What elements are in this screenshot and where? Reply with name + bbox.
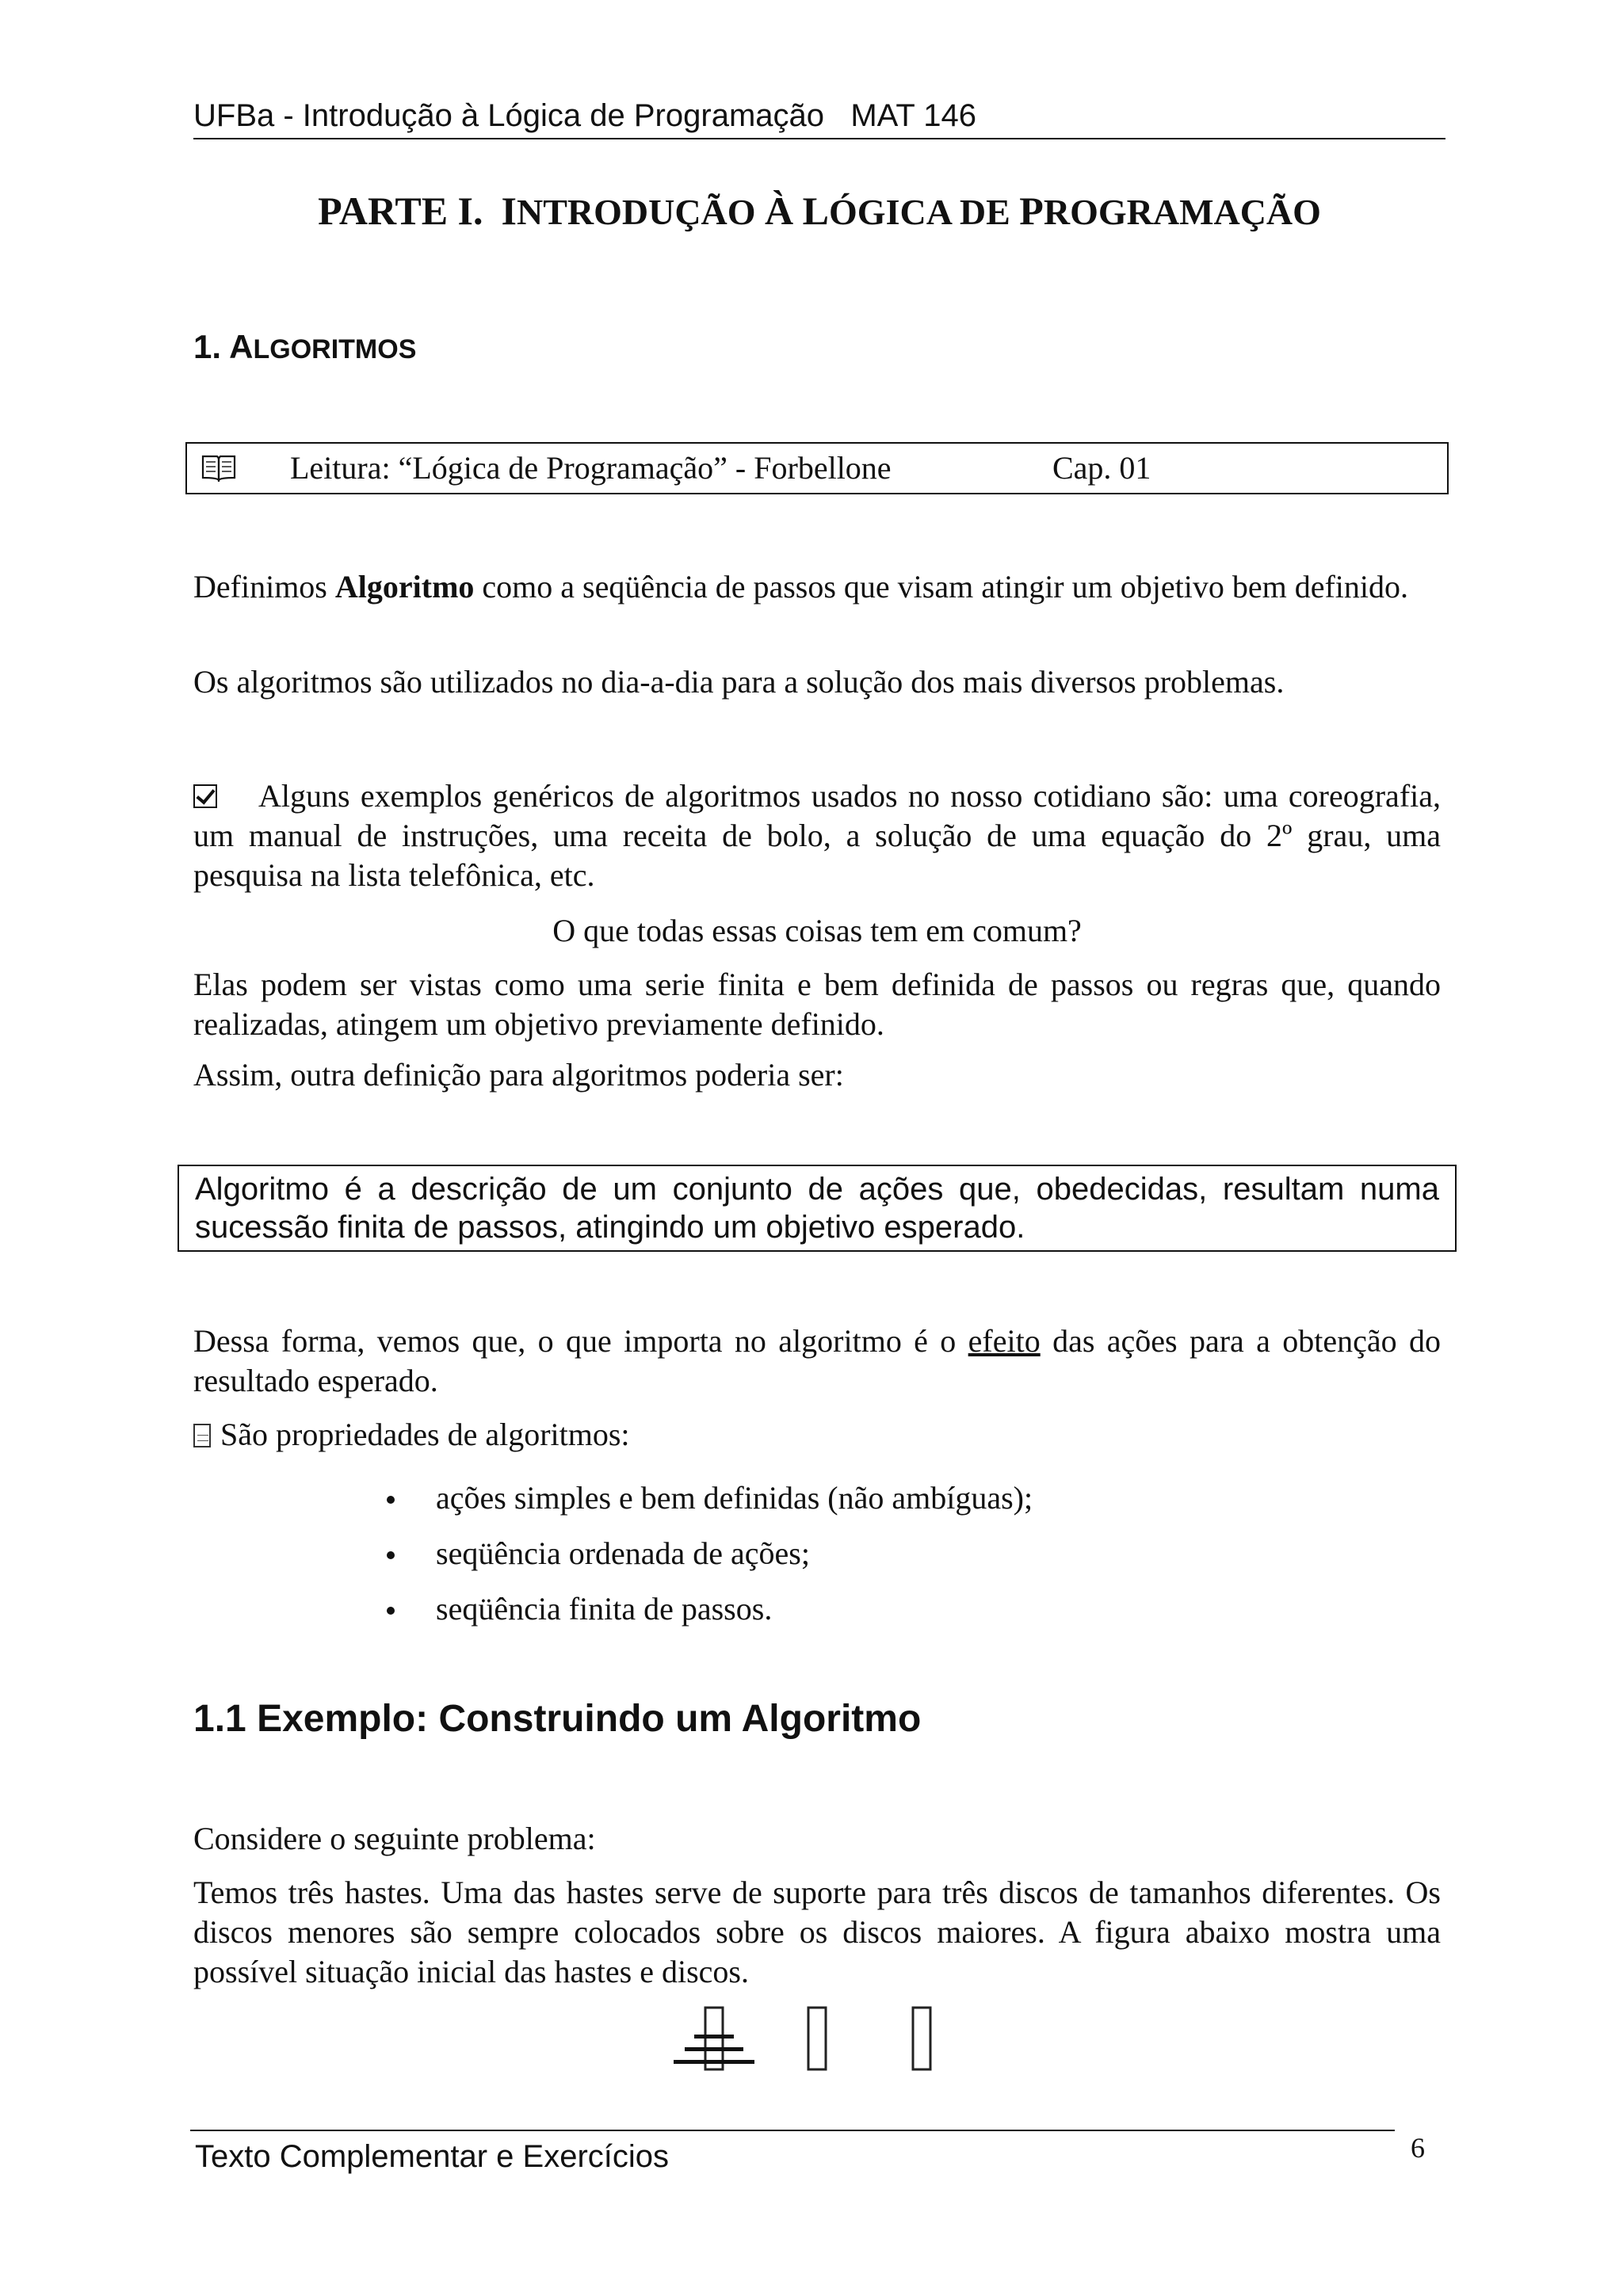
examples-paragraph-2: Elas podem ser vistas como uma serie finita e bem definida de passos ou regras que, quando realizadas, atingem um objetivo previamente definido. — [193, 967, 1441, 1042]
document-icon — [193, 1424, 211, 1447]
subsection-title: 1.1 Exemplo: Construindo um Algoritmo — [193, 1698, 922, 1740]
list-item: seqüência finita de passos. — [380, 1581, 1033, 1637]
disk-small — [694, 2035, 734, 2039]
example-paragraph-2: Temos três hastes. Uma das hastes serve de suporte para três discos de tamanhos diferentes. Os discos menores são sempre colocados sobre os discos maiores. A figura abaixo mostra uma possível situação inicial das hastes e discos. — [193, 1875, 1441, 1989]
example-paragraph-1: Considere o seguinte problema: — [193, 1821, 596, 1856]
term-efeito: efeito — [968, 1323, 1041, 1359]
rod-2 — [808, 2008, 826, 2069]
intro-paragraph-2: Os algoritmos são utilizados no dia-a-dia para a solução dos mais diversos problemas. — [193, 664, 1285, 700]
effect-paragraph: Dessa forma, vemos que, o que importa no algoritmo é o efeito das ações para a obtenção do resultado esperado. — [193, 1323, 1441, 1398]
section-title-rest: LGORITMOS — [253, 334, 417, 364]
reading-text: Leitura: “Lógica de Programação” - Forbellone — [290, 450, 892, 486]
footer-divider — [190, 2130, 1395, 2131]
page-number: 6 — [1411, 2132, 1425, 2164]
list-item: seqüência ordenada de ações; — [380, 1526, 1033, 1581]
page-header — [193, 93, 1445, 139]
examples-question: O que todas essas coisas tem em comum? — [552, 913, 1082, 948]
disk-large — [674, 2060, 754, 2064]
part-title-word-4: DE — [959, 192, 1010, 232]
list-item: ações simples e bem definidas (não ambíguas); — [380, 1470, 1033, 1526]
examples-paragraph: Alguns exemplos genéricos de algoritmos usados no nosso cotidiano são: uma coreografia, um manual de instruções, uma receita de bolo, a solução de uma equação do 2º grau, uma pesquisa na lista telefônica, etc. — [193, 778, 1441, 893]
definition-box: Algoritmo é a descrição de um conjunto de ações que, obedecidas, resultam numa sucessão finita de passos, atingindo um objetivo esperado. — [178, 1165, 1457, 1252]
header-course-code: MAT 146 — [850, 98, 976, 133]
intro-paragraph-1: Definimos Algoritmo como a seqüência de passos que visam atingir um objetivo bem definido. — [193, 569, 1409, 605]
hanoi-figure — [666, 2004, 951, 2073]
checkbox-checked-icon — [193, 784, 217, 808]
rod-3 — [913, 2008, 930, 2069]
part-title-word-2: À — [765, 189, 794, 233]
footer-text: Texto Complementar e Exercícios — [195, 2139, 670, 2174]
reading-chapter: Cap. 01 — [1052, 450, 1151, 486]
open-book-icon — [201, 453, 236, 482]
part-title — [193, 187, 1445, 236]
section-title — [193, 325, 416, 372]
part-title-word-5: PROGRAMAÇÃO — [1019, 189, 1321, 233]
section-title-initial: A — [229, 328, 254, 365]
header-course: UFBa - Introdução à Lógica de Programação — [193, 98, 824, 133]
part-title-word-1: INTRODUÇÃO — [501, 189, 756, 233]
section-number: 1. — [193, 328, 222, 365]
part-title-prefix: PARTE I. — [318, 189, 483, 233]
disk-medium — [685, 2047, 743, 2051]
term-algoritmo: Algoritmo — [334, 569, 475, 605]
reading-box — [185, 442, 1449, 494]
properties-list — [380, 1470, 1033, 1637]
part-title-word-3: LÓGICA — [802, 189, 951, 233]
examples-paragraph-3: Assim, outra definição para algoritmos poderia ser: — [193, 1057, 844, 1093]
properties-title: São propriedades de algoritmos: — [193, 1415, 1441, 1455]
